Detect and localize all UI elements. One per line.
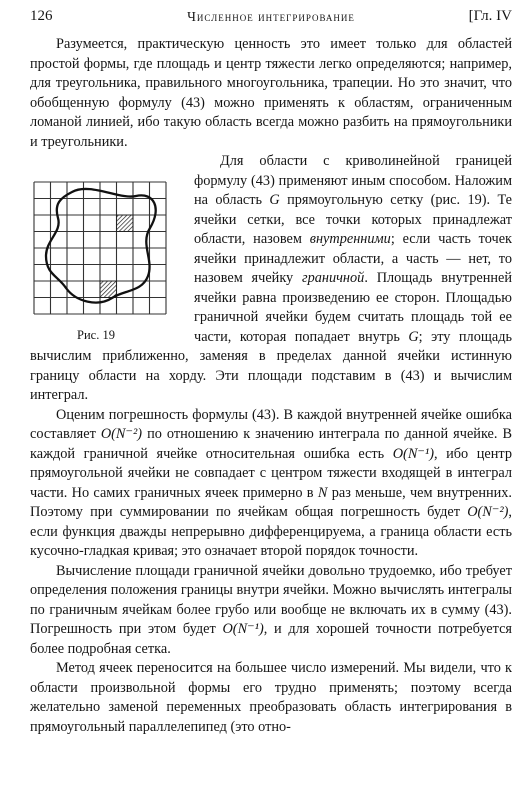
paragraph-5: Метод ячеек переносится на большее число измерений. Мы видели, что к области произвольной формы его трудно применять; поэтому всегда желательно заменой переменных преобразовать область интегрирования в прямоугольный параллелепипед (это отно- [30, 660, 512, 735]
formula-o1: O(N⁻²) [100, 426, 143, 442]
figure-caption: Рис. 19 [77, 328, 115, 342]
grid-region-diagram [32, 178, 180, 318]
page-body [30, 35, 512, 737]
page-header [30, 8, 512, 30]
region-boundary-curve [46, 189, 156, 303]
term-inner: внутренними [309, 231, 391, 247]
paragraph-1: Разумеется, практическую ценность это имеет только для областей простой формы, где площадь и центр тяжести легко определяются; например, для треугольника, правильного многоугольника, трапеции. Но это значит, что обобщенную формулу (43) можно применять к областям, ограниченным ломаной линией, ибо такую область всегда можно разбить на прямоугольники и треугольники. [30, 36, 512, 150]
term-boundary: граничной [302, 270, 365, 286]
page-number: 126 [30, 8, 53, 24]
running-title: Численное интегрирование [187, 9, 355, 24]
paragraph-4: Вычисление площади граничной ячейки довольно трудоемко, ибо требует определения положения границы внутри ячейки. Можно вычислять интегралы по граничным ячейкам более грубо или вообще не включать их в сумму (43). Погрешность при этом будет O(N⁻¹), и для хорошей точности потребуется более подробная сетка. [30, 562, 512, 657]
paragraph-2: Для области с криволинейной границей формулу (43) применяют иным способом. Наложим на область G прямоугольную сетку (рис. 19). Те ячейки сетки, все точки которых принадлежат области, назовем внутренними; если часть точек ячейки принадлежит области, а часть — нет, то назовем ячейку граничной. Площадь внутренней ячейки равна произведению ее сторон. Площадью граничной ячейки будем считать площадь той ее части, которая попадает внутрь G; эту площадь вычислим приближенно, заменяя в пределах данной ячейки истинную границу области на хорду. Эти площади подставим в (43) и вычислим интеграл. [30, 153, 512, 403]
formula-o4: O(N⁻¹) [222, 621, 264, 637]
formula-o3: O(N⁻²) [467, 504, 509, 520]
chapter-label: [Гл. IV [468, 8, 512, 24]
figure-19 [30, 178, 182, 346]
formula-o2: O(N⁻¹) [392, 445, 434, 462]
paragraph-3: Оценим погрешность формулы (43). В каждой внутренней ячейке ошибка составляет O(N⁻²) по отношению к значению интеграла по данной ячейке. В каждой граничной ячейке относительная ошибка есть O(N⁻¹), ибо центр прямоугольной ячейки не совпадает с центром тяжести входящей в интеграл части. Но самих граничных ячеек примерно в N раз меньше, чем внутренних. Поэтому при суммировании по ячейкам общая погрешность будет O(N⁻²), если функция дважды непрерывно дифференцируема, а граница области есть кусочно-гладкая кривая; это означает второй порядок точности. [30, 406, 512, 559]
